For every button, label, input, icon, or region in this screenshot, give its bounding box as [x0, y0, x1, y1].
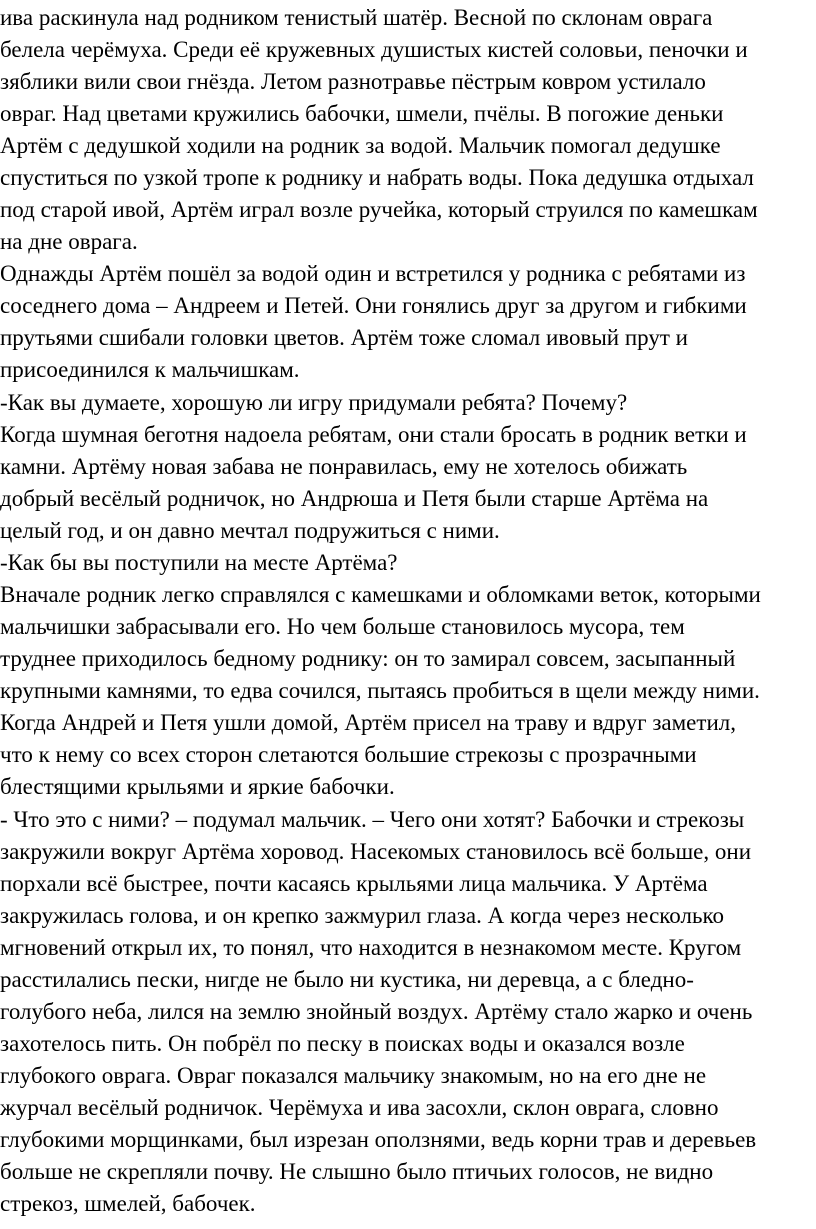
text-line-8: на дне оврага. [0, 229, 138, 254]
text-line-1: ива раскинула над родником тенистый шатёр. Весной по склонам оврага [0, 5, 713, 30]
text-line-24: что к нему со всех сторон слетаются большие стрекозы с прозрачными [0, 742, 697, 767]
text-line-12: присоединился к мальчишкам. [0, 357, 300, 382]
text-line-26: - Что это с ними? – подумал мальчик. – Чего они хотят? Бабочки и стрекозы [0, 807, 745, 832]
text-line-9: Однажды Артём пошёл за водой один и встретился у родника с ребятами из [0, 261, 746, 286]
text-line-15: камни. Артёму новая забава не понравилась, ему не хотелось обижать [0, 454, 688, 479]
text-line-16: добрый весёлый родничок, но Андрюша и Петя были старше Артёма на [0, 486, 709, 511]
text-line-10: соседнего дома – Андреем и Петей. Они гонялись друг за другом и гибкими [0, 293, 747, 318]
text-line-25: блестящими крыльями и яркие бабочки. [0, 774, 395, 799]
text-line-4: овраг. Над цветами кружились бабочки, шмели, пчёлы. В погожие деньки [0, 101, 724, 126]
text-line-35: журчал весёлый родничок. Черёмуха и ива засохли, склон оврага, словно [0, 1095, 719, 1120]
text-line-38: стрекоз, шмелей, бабочек. [0, 1191, 256, 1216]
text-line-7: под старой ивой, Артём играл возле ручейка, который струился по камешкам [0, 197, 758, 222]
text-line-30: мгновений открыл их, то понял, что находится в незнакомом месте. Кругом [0, 935, 742, 960]
text-line-17: целый год, и он давно мечтал подружиться с ними. [0, 518, 500, 543]
text-line-18: -Как бы вы поступили на месте Артёма? [0, 550, 398, 575]
text-line-37: больше не скрепляли почву. Не слышно было птичьих голосов, не видно [0, 1159, 714, 1184]
text-line-3: зяблики вили свои гнёзда. Летом разнотравье пёстрым ковром устилало [0, 69, 706, 94]
text-line-29: закружилась голова, и он крепко зажмурил глаза. А когда через несколько [0, 903, 724, 928]
text-line-5: Артём с дедушкой ходили на родник за водой. Мальчик помогал дедушке [0, 133, 721, 158]
text-line-31: расстилались пески, нигде не было ни кустика, ни деревца, а с бледно- [0, 967, 694, 992]
text-line-11: прутьями сшибали головки цветов. Артём тоже сломал ивовый прут и [0, 325, 688, 350]
text-line-28: порхали всё быстрее, почти касаясь крыльями лица мальчика. У Артёма [0, 871, 708, 896]
text-line-2: белела черёмуха. Среди её кружевных душистых кистей соловьи, пеночки и [0, 37, 748, 62]
text-line-34: глубокого оврага. Овраг показался мальчику знакомым, но на его дне не [0, 1063, 707, 1088]
text-line-20: мальчишки забрасывали его. Но чем больше становилось мусора, тем [0, 614, 685, 639]
text-line-21: труднее приходилось бедному роднику: он то замирал совсем, засыпанный [0, 646, 736, 671]
text-line-22: крупными камнями, то едва сочился, пытаясь пробиться в щели между ними. [0, 678, 760, 703]
text-line-13: -Как вы думаете, хорошую ли игру придумали ребята? Почему? [0, 390, 628, 415]
text-line-23: Когда Андрей и Петя ушли домой, Артём присел на траву и вдруг заметил, [0, 710, 736, 735]
text-line-32: голубого неба, лился на землю знойный воздух. Артёму стало жарко и очень [0, 999, 753, 1024]
text-line-27: закружили вокруг Артёма хоровод. Насекомых становилось всё больше, они [0, 839, 752, 864]
text-line-6: спуститься по узкой тропе к роднику и набрать воды. Пока дедушка отдыхал [0, 165, 754, 190]
text-line-14: Когда шумная беготня надоела ребятам, они стали бросать в родник ветки и [0, 422, 747, 447]
text-line-36: глубокими морщинками, был изрезан оползнями, ведь корни трав и деревьев [0, 1127, 757, 1152]
text-line-33: захотелось пить. Он побрёл по песку в поисках воды и оказался возле [0, 1031, 685, 1056]
text-line-19: Вначале родник легко справлялся с камешками и обломками веток, которыми [0, 582, 761, 607]
